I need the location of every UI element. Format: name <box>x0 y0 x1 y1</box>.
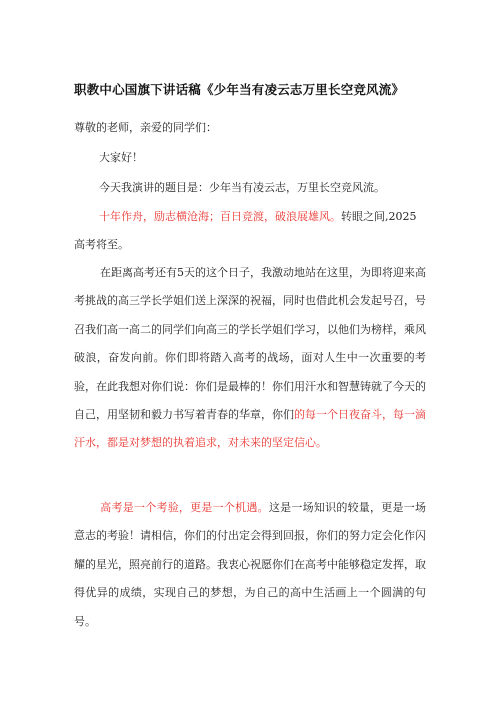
paragraph-1-black-text: 转眼之间,2025 <box>341 210 417 223</box>
topic-line: 今天我演讲的题目是：少年当有凌云志，万里长空竞风流。 <box>99 181 385 194</box>
paragraph-2-black-text: 在距离高考还有5天的这个日子，我激动地站在这里，为即将迎来高考挑战的高三学长学姐们送上深深的祝福，同时也借此机会发起号召，号召我们高一高二的同学们向高三的学长学姐们学习，以他们为榜样，乘风破浪，奋发向前。你们即将踏入高考的战场，面对人生中一次重要的考验，在此我想对你们说：你们是最棒的！你们用汗水和智慧铸就了今天的自己，用坚韧和毅力书写着青春的华章，你们 <box>74 266 426 422</box>
paragraph-1-red-text: 十年作舟，励志横沧海；百日竞渡，破浪展雄风。 <box>99 210 341 223</box>
paragraph-1-line-1 <box>99 209 417 224</box>
paragraph-3-black-text: 这是一场知识的较量，更是一场意志的考验！请相信，你们的付出定会得到回报，你们的努力定会化作闪耀的星光，照亮前行的道路。我衷心祝愿你们在高考中能够稳定发挥，取得优异的成绩，实现自己的梦想，为自己的高中生活画上一个圆满的句号。 <box>74 501 427 628</box>
document-title: 职教中心国旗下讲话稿《少年当有凌云志万里长空竞风流》 <box>74 82 405 97</box>
paragraph-3-red-text: 高考是一个考验，更是一个机遇。 <box>100 501 269 514</box>
paragraph-3 <box>74 494 426 636</box>
paragraph-2 <box>74 259 426 458</box>
greeting: 大家好！ <box>99 151 143 164</box>
paragraph-2-red-text: 的每一个日夜奋斗，每一滴汗水，都是对梦想的执着追求，对未来的坚定信心。 <box>74 408 426 450</box>
paragraph-1-line-2: 高考将至。 <box>74 238 129 251</box>
salutation: 尊敬的老师，亲爱的同学们： <box>74 121 217 134</box>
